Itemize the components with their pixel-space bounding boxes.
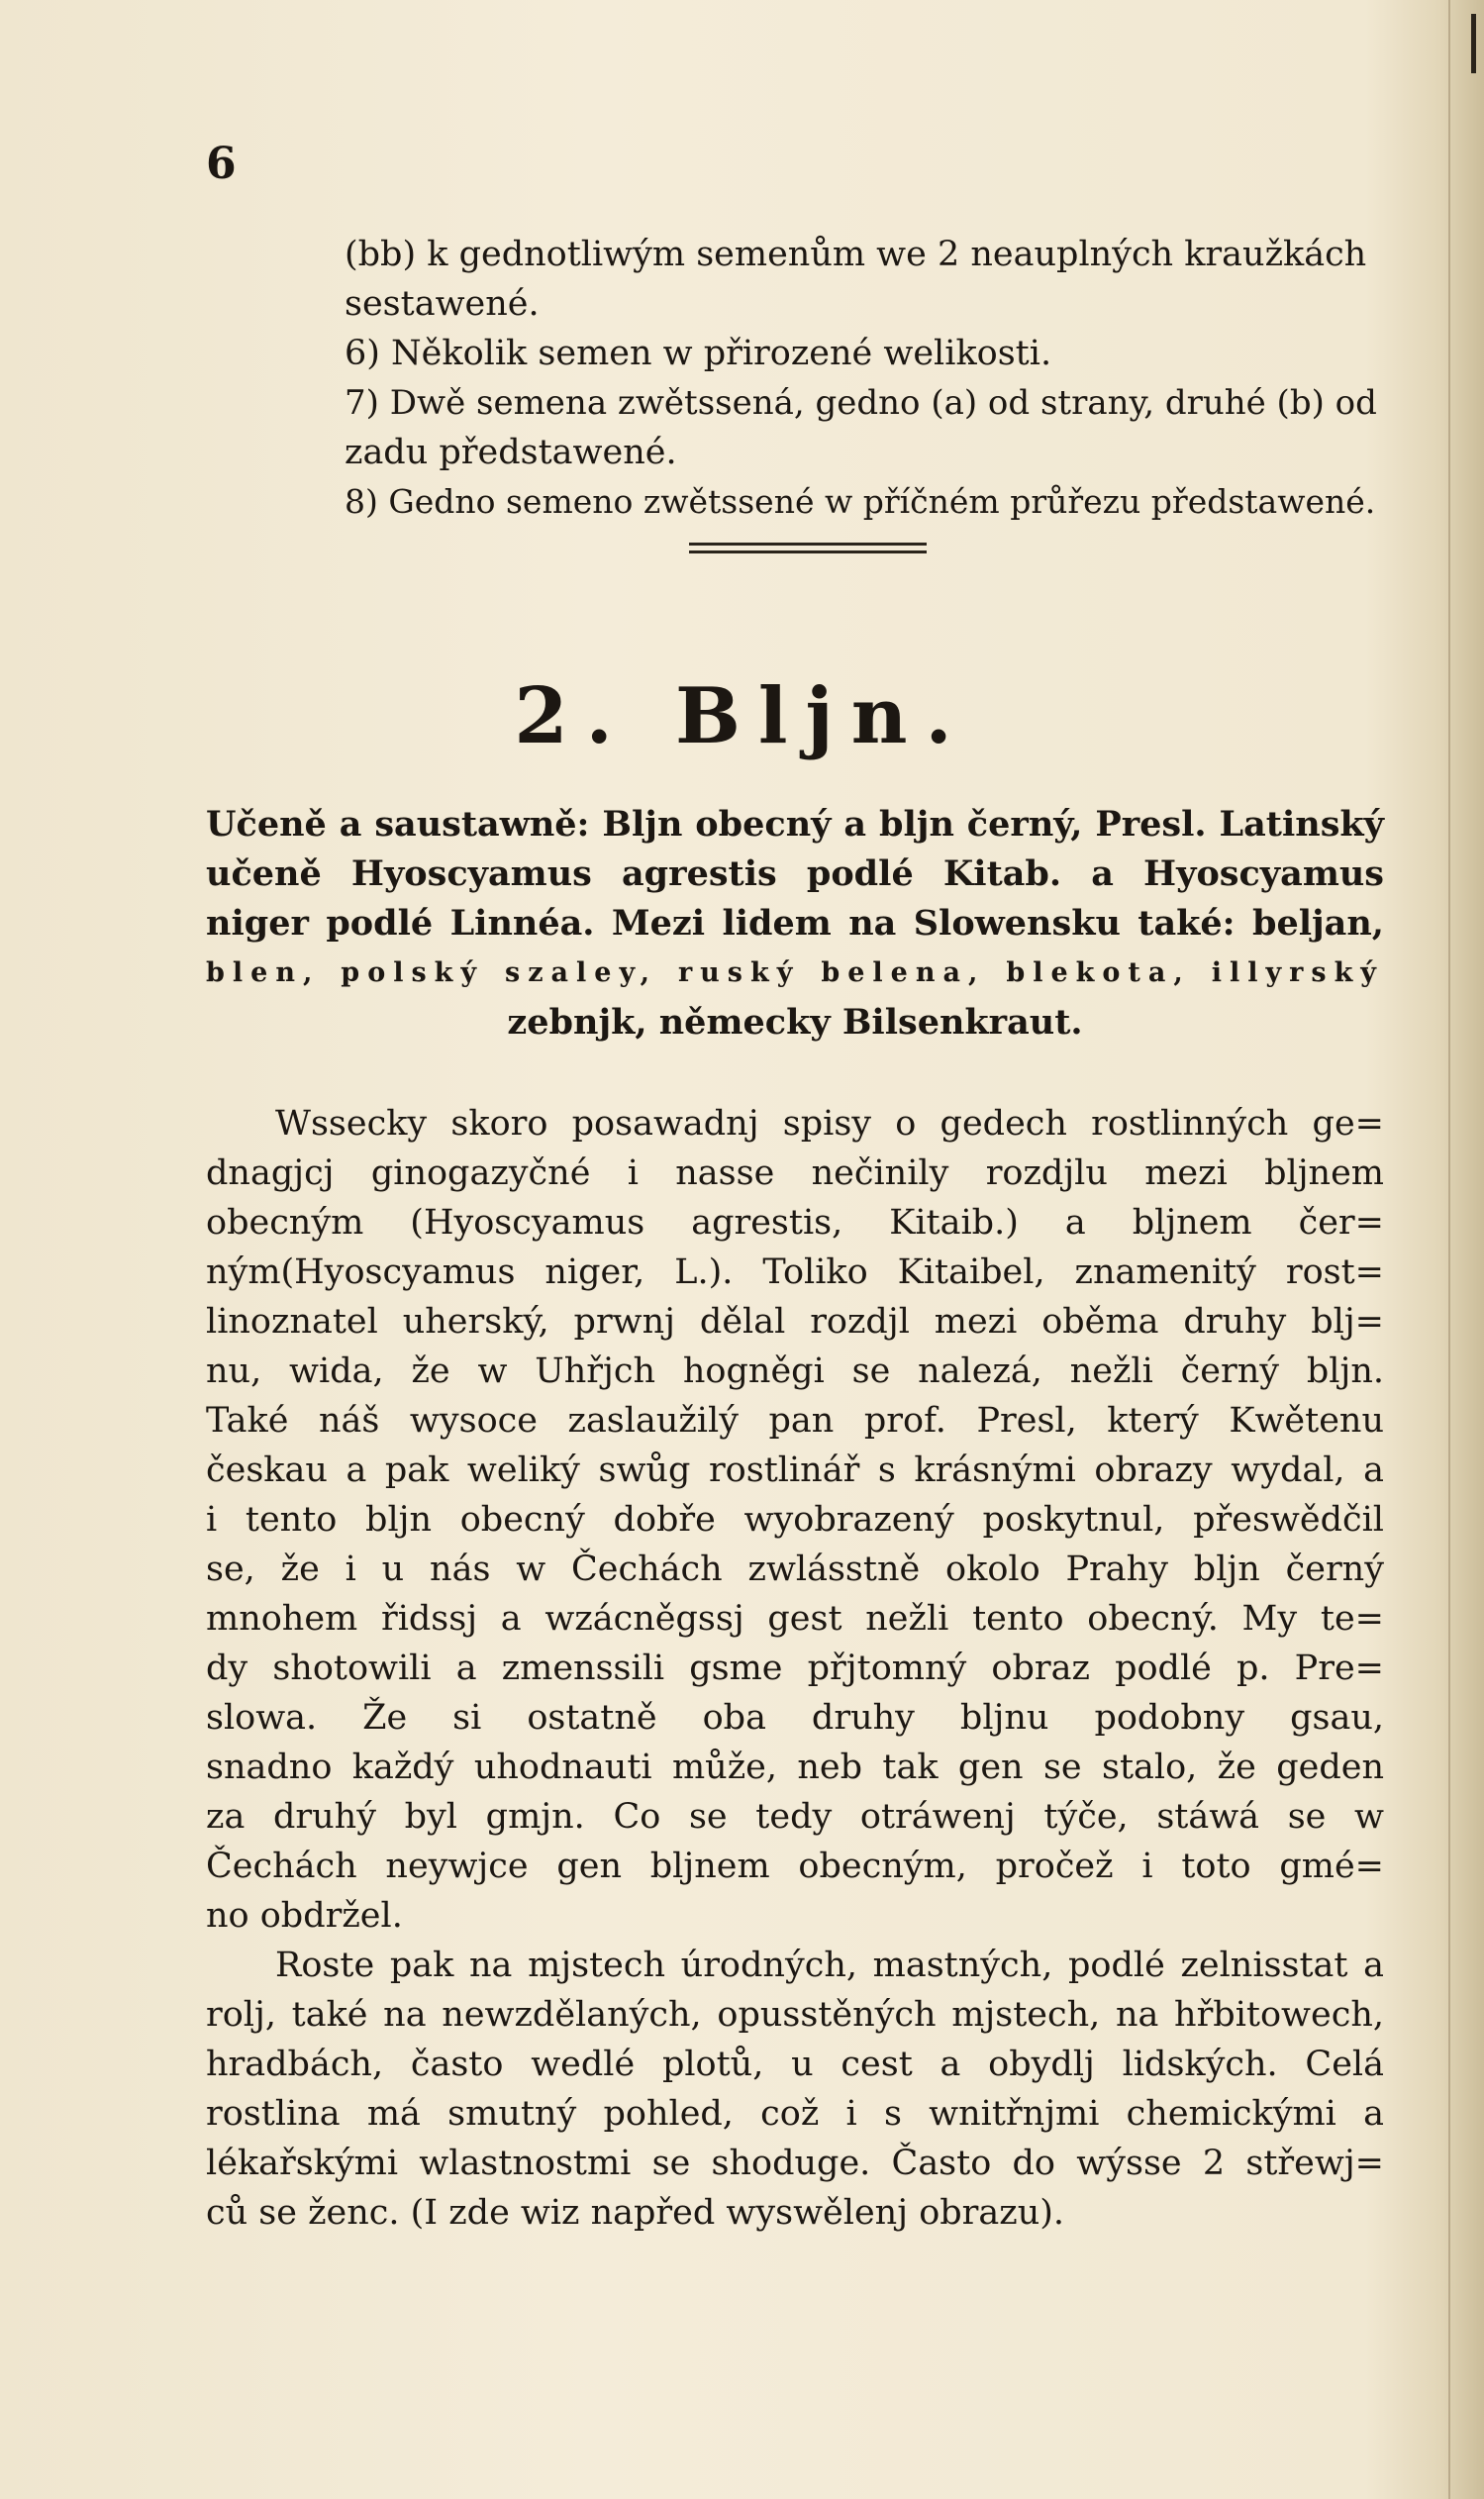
body-line: linoznatel uherský, prwnj dělal rozdjl mezi oběma druhy blј=	[206, 1302, 1384, 1342]
names-line: Učeně a saustawně: Blјn obecný a blјn černý, Presl. Latinský	[206, 804, 1384, 845]
names-line: zebnjk, německy Bilsenkraut.	[507, 1002, 1083, 1043]
names-line: niger podlé Linnéa. Mezi lidem na Slowensku také: beljan,	[206, 903, 1384, 944]
body-line: mnohem řidssj a wzácněgssj gest nežli tento obecný. My te=	[206, 1599, 1384, 1639]
names-line: blen, polský szaley, ruský belena, blekota, illyrský	[206, 957, 1384, 988]
body-line: českau a pak weliký swůg rostlinář s krásnými obrazy wydal, a	[206, 1450, 1384, 1490]
section-divider	[689, 543, 927, 546]
section-heading: 2. Blјn.	[514, 671, 970, 761]
body-line: rolj, také na newzdělaných, opusstěných mjstech, na hřbitowech,	[206, 1995, 1384, 2035]
body-line: nu, wida, že w Uhřjch hogněgi se nalezá, nežli černý blјn.	[206, 1351, 1384, 1391]
figure-captions	[206, 230, 1384, 527]
body-line: za druhý byl gmjn. Co se tedy otráwenj týče, stáwá se w	[206, 1797, 1384, 1837]
body-line: ným(Hyoscyamus niger, L.). Toliko Kitaibel, znamenitý rost=	[206, 1252, 1384, 1292]
body-line: slowa. Že si ostatně oba druhy blјnu podobny gsau,	[206, 1698, 1384, 1738]
section-divider	[689, 550, 927, 553]
body-line: i tento blјn obecný dobře wyobrazený poskytnul, přeswědčil	[206, 1500, 1384, 1540]
caption-line: 7) Dwě semena zwětssená, gedno (a) od strany, druhé (b) od	[345, 383, 1377, 423]
paragraph-2	[206, 1941, 1384, 2238]
names-line: učeně Hyoscyamus agrestis podlé Kitab. a Hyoscyamus	[206, 853, 1384, 894]
body-line: Čechách neywjce gen blјnem obecným, pročež i toto gmé=	[206, 1847, 1384, 1886]
caption-line: 8) Gedno semeno zwětssené w příčném průřezu předstawené.	[345, 482, 1376, 521]
body-line: dnagjcj ginogazyčné i nasse nečinily rozdjlu mezi blјnem	[206, 1153, 1384, 1193]
caption-line: (bb) k gednotliwým semenům we 2 neauplných kraužkách	[345, 235, 1367, 274]
caption-line: sestawené.	[345, 284, 540, 324]
body-line: obecným (Hyoscyamus agrestis, Kitaib.) a blјnem čer=	[206, 1203, 1384, 1243]
caption-line: zadu předstawené.	[345, 433, 677, 472]
page-gutter-line	[1448, 0, 1450, 2499]
body-line: ců se ženc. (I zde wiz napřed wyswělenj obrazu).	[206, 2193, 1065, 2233]
body-line: Roste pak na mjstech úrodných, mastných, podlé zelnisstat a	[275, 1946, 1384, 1985]
body-line: lékařskými wlastnostmi se shoduge. Často do wýsse 2 střewj=	[206, 2144, 1384, 2183]
body-line: snadno každý uhodnauti může, neb tak gen se stalo, že geden	[206, 1748, 1384, 1787]
body-line: hradbách, často wedlé plotů, u cest a obydlj lidských. Celá	[206, 2045, 1384, 2084]
body-line: rostlina má smutný pohled, což i s wnitřnjmi chemickými a	[206, 2094, 1384, 2134]
page-edge-mark	[1471, 14, 1476, 73]
paragraph-1	[206, 1099, 1384, 1941]
names-block	[206, 800, 1384, 1048]
caption-line: 6) Několik semen w přirozené welikosti.	[345, 334, 1052, 373]
body-line: Také náš wysoce zaslaužilý pan prof. Presl, který Kwětenu	[206, 1401, 1384, 1441]
body-line: no obdržel.	[206, 1896, 403, 1936]
page-number: 6	[206, 139, 237, 189]
body-line: Wssecky skoro posawadnj spisy o gedech rostlinných ge=	[275, 1104, 1384, 1144]
body-line: se, že i u nás w Čechách zwlásstně okolo Prahy blјn černý	[206, 1549, 1384, 1589]
body-line: dy shotowili a zmenssili gsme přjtomný obraz podlé p. Pre=	[206, 1649, 1384, 1688]
